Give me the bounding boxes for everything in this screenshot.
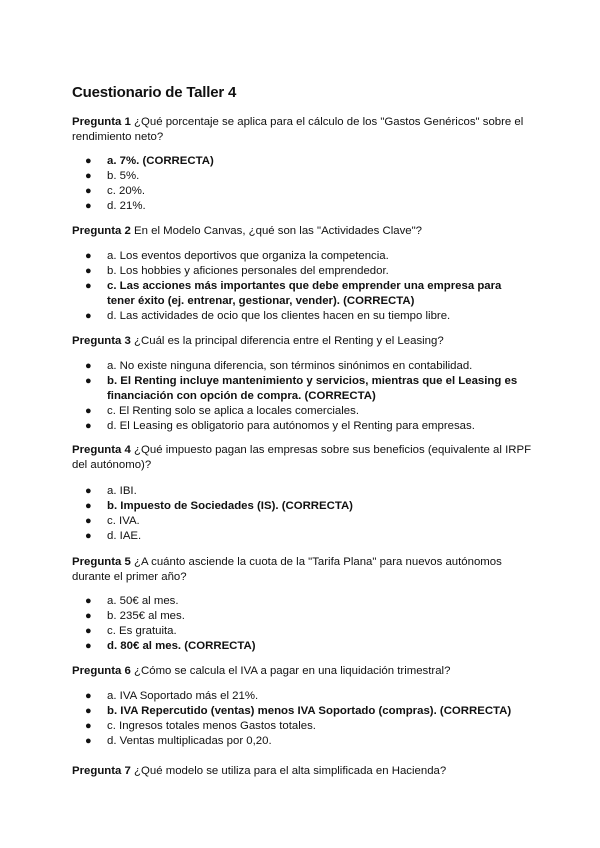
list-item <box>72 154 532 169</box>
list-item <box>72 514 532 529</box>
list-item <box>72 374 532 404</box>
question-5 <box>72 555 532 585</box>
option-text: c. Las acciones más importantes que debe emprender una empresa para tener éxito (ej. entrenar, gestionar, vender). (CORRECTA) <box>107 280 502 307</box>
option-text: d. 80€ al mes. (CORRECTA) <box>107 640 256 652</box>
bullet-icon: ● <box>85 250 92 262</box>
bullet-icon: ● <box>85 375 92 387</box>
option-text: a. Los eventos deportivos que organiza la competencia. <box>107 250 389 262</box>
list-item <box>72 639 532 654</box>
bullet-icon: ● <box>85 530 92 542</box>
list-item <box>72 169 532 184</box>
bullet-icon: ● <box>85 185 92 197</box>
list-item <box>72 184 532 199</box>
question-text: ¿Qué porcentaje se aplica para el cálculo de los "Gastos Genéricos" sobre el rendimiento neto? <box>72 116 524 143</box>
bullet-icon: ● <box>85 625 92 637</box>
option-text: c. El Renting solo se aplica a locales comerciales. <box>107 405 359 417</box>
question-label: Pregunta 5 <box>72 556 131 568</box>
list-item <box>72 419 532 434</box>
bullet-icon: ● <box>85 170 92 182</box>
options-list-3 <box>72 359 532 434</box>
options-list-2 <box>72 249 532 324</box>
option-text: a. No existe ninguna diferencia, son términos sinónimos en contabilidad. <box>107 360 473 372</box>
question-text: ¿A cuánto asciende la cuota de la "Tarifa Plana" para nuevos autónomos durante el primer año? <box>72 556 502 583</box>
list-item <box>72 359 532 374</box>
list-item <box>72 264 532 279</box>
list-item <box>72 609 532 624</box>
option-text: b. Impuesto de Sociedades (IS). (CORRECTA) <box>107 500 353 512</box>
option-text: d. El Leasing es obligatorio para autónomos y el Renting para empresas. <box>107 420 475 432</box>
question-3 <box>72 334 532 349</box>
question-label: Pregunta 7 <box>72 765 131 777</box>
question-label: Pregunta 4 <box>72 444 131 456</box>
question-text: ¿Cómo se calcula el IVA a pagar en una liquidación trimestral? <box>134 665 451 677</box>
bullet-icon: ● <box>85 690 92 702</box>
bullet-icon: ● <box>85 485 92 497</box>
question-label: Pregunta 3 <box>72 335 131 347</box>
page-title: Cuestionario de Taller 4 <box>72 84 237 101</box>
option-text: d. IAE. <box>107 530 142 542</box>
list-item <box>72 249 532 264</box>
options-list-4 <box>72 484 532 544</box>
list-item <box>72 309 532 324</box>
bullet-icon: ● <box>85 640 92 652</box>
bullet-icon: ● <box>85 515 92 527</box>
option-text: a. 7%. (CORRECTA) <box>107 155 214 167</box>
list-item <box>72 594 532 609</box>
list-item <box>72 734 532 749</box>
options-list-1 <box>72 154 532 214</box>
option-text: b. Los hobbies y aficiones personales del emprendedor. <box>107 265 389 277</box>
list-item <box>72 279 532 309</box>
bullet-icon: ● <box>85 735 92 747</box>
bullet-icon: ● <box>85 200 92 212</box>
list-item <box>72 404 532 419</box>
question-6 <box>72 664 532 679</box>
bullet-icon: ● <box>85 610 92 622</box>
bullet-icon: ● <box>85 265 92 277</box>
bullet-icon: ● <box>85 595 92 607</box>
question-label: Pregunta 2 <box>72 225 131 237</box>
bullet-icon: ● <box>85 500 92 512</box>
option-text: d. Las actividades de ocio que los clientes hacen en su tiempo libre. <box>107 310 451 322</box>
question-1 <box>72 115 532 145</box>
question-text: ¿Cuál es la principal diferencia entre el Renting y el Leasing? <box>134 335 444 347</box>
option-text: b. 5%. <box>107 170 140 182</box>
bullet-icon: ● <box>85 155 92 167</box>
bullet-icon: ● <box>85 405 92 417</box>
list-item <box>72 484 532 499</box>
question-text: En el Modelo Canvas, ¿qué son las "Actividades Clave"? <box>134 225 422 237</box>
list-item <box>72 689 532 704</box>
question-text: ¿Qué modelo se utiliza para el alta simplificada en Hacienda? <box>134 765 447 777</box>
question-label: Pregunta 6 <box>72 665 131 677</box>
option-text: b. IVA Repercutido (ventas) menos IVA Soportado (compras). (CORRECTA) <box>107 705 512 717</box>
option-text: d. Ventas multiplicadas por 0,20. <box>107 735 272 747</box>
option-text: c. IVA. <box>107 515 140 527</box>
bullet-icon: ● <box>85 420 92 432</box>
list-item <box>72 719 532 734</box>
list-item <box>72 704 532 719</box>
option-text: a. 50€ al mes. <box>107 595 179 607</box>
list-item <box>72 199 532 214</box>
option-text: b. 235€ al mes. <box>107 610 185 622</box>
list-item <box>72 529 532 544</box>
option-text: c. Es gratuita. <box>107 625 177 637</box>
option-text: c. Ingresos totales menos Gastos totales. <box>107 720 316 732</box>
list-item <box>72 624 532 639</box>
option-text: d. 21%. <box>107 200 146 212</box>
option-text: a. IVA Soportado más el 21%. <box>107 690 259 702</box>
options-list-5 <box>72 594 532 654</box>
option-text: c. 20%. <box>107 185 145 197</box>
option-text: b. El Renting incluye mantenimiento y servicios, mientras que el Leasing es financiación con opción de compra. (CORRECTA) <box>107 375 518 402</box>
bullet-icon: ● <box>85 280 92 292</box>
list-item <box>72 499 532 514</box>
question-label: Pregunta 1 <box>72 116 131 128</box>
bullet-icon: ● <box>85 360 92 372</box>
bullet-icon: ● <box>85 705 92 717</box>
question-7 <box>72 764 532 779</box>
question-4 <box>72 443 532 473</box>
question-text: ¿Qué impuesto pagan las empresas sobre sus beneficios (equivalente al IRPF del autónomo)? <box>72 444 532 471</box>
options-list-6 <box>72 689 532 749</box>
bullet-icon: ● <box>85 310 92 322</box>
bullet-icon: ● <box>85 720 92 732</box>
question-2 <box>72 224 532 239</box>
option-text: a. IBI. <box>107 485 137 497</box>
